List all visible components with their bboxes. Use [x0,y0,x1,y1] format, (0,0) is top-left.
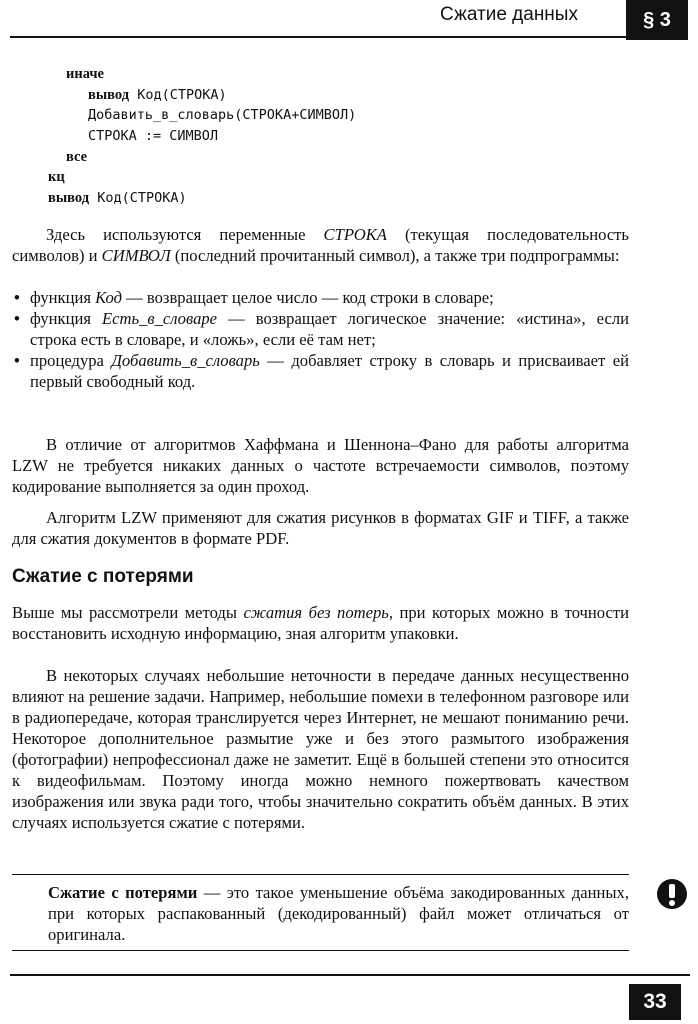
subroutine-name: Код [95,288,122,307]
definition-term: Сжатие с потерями [48,883,198,902]
footer-rule [10,974,690,976]
lossy-paragraph: В некоторых случаях небольшие неточности в передаче данных несущественно влияют на решение задачи. Например, небольшие помехи в телефонном разговоре или в радиопередаче, которая транслируется через Интернет, не мешают пониманию речи. Некоторое дополнительное размытие уже и без этого размытого изображения (фотографии) непрофессионал даже не заметит. Ещё в большей степени это относится к видеофильмам. Поэтому иногда можно немного пожертвовать качеством изображения или звука ради того, чтобы значительно сократить объём данных. В этих случаях используется сжатие с потерями. [12,666,629,832]
header-rule [10,36,630,38]
list-item: • процедура Добавить_в_словарь — добавляет строку в словарь и присваивает ей первый свободный код. [14,351,629,391]
subroutine-list [12,287,629,392]
lossless-paragraph: Выше мы рассмотрели методы сжатия без потерь, при которых можно в точности восстановить исходную информацию, зная алгоритм упаковки. [12,603,629,643]
exclamation-icon [656,878,688,910]
intro-paragraph [12,224,629,266]
lzw-paragraph-2: Алгоритм LZW применяют для сжатия рисунков в форматах GIF и TIFF, а также для сжатия документов в формате PDF. [12,508,629,548]
lossless-term: сжатия без потерь [243,603,389,622]
keyword-loop-end: кц [48,169,65,186]
definition-bottom-rule [12,950,629,951]
page-number: 33 [629,984,681,1020]
section-heading: Сжатие с потерями [12,566,194,587]
section-badge: § 3 [626,0,688,40]
definition-top-rule [12,874,629,875]
code-assign-line: СТРОКА := СИМВОЛ [88,128,219,145]
keyword-output: вывод [88,86,130,103]
code-output-arg: Код(СТРОКА) [89,190,187,207]
list-item: • функция Код — возвращает целое число — код строки в словаре; [14,288,494,307]
code-output-arg: Код(СТРОКА) [129,86,227,103]
running-header-title: Сжатие данных [440,4,578,25]
keyword-end: все [66,148,88,165]
keyword-output: вывод [48,190,90,207]
list-item: • функция Есть_в_словаре — возвращает логическое значение: «истина», если строка есть в словаре, и «ложь», если её там нет; [14,309,629,349]
subroutine-name: Есть_в_словаре [102,309,218,328]
definition-text: — это такое уменьшение объёма закодированных данных, при которых распакованный (декодированный) файл может отличаться от оригинала. [48,883,629,944]
intro-text-1: Здесь используются переменные [46,225,324,244]
keyword-else: иначе [66,66,104,82]
pseudocode-block [48,64,356,209]
definition-box [48,882,629,945]
lzw-paragraph-1: В отличие от алгоритмов Хаффмана и Шеннона–Фано для работы алгоритма LZW не требуется никаких данных о частоте встречаемости символов, поэтому кодирование выполняется за один проход. [12,435,629,496]
var-simvol: СИМВОЛ [101,246,171,265]
var-stroka: СТРОКА [323,225,387,244]
intro-text-2: (текущая последовательность символов) и [12,225,629,265]
intro-text-3: (последний прочитанный символ), а также три подпрограммы: [170,246,620,265]
subroutine-name: Добавить_в_словарь [111,351,260,370]
code-add-line: Добавить_в_словарь(СТРОКА+СИМВОЛ) [88,107,357,124]
